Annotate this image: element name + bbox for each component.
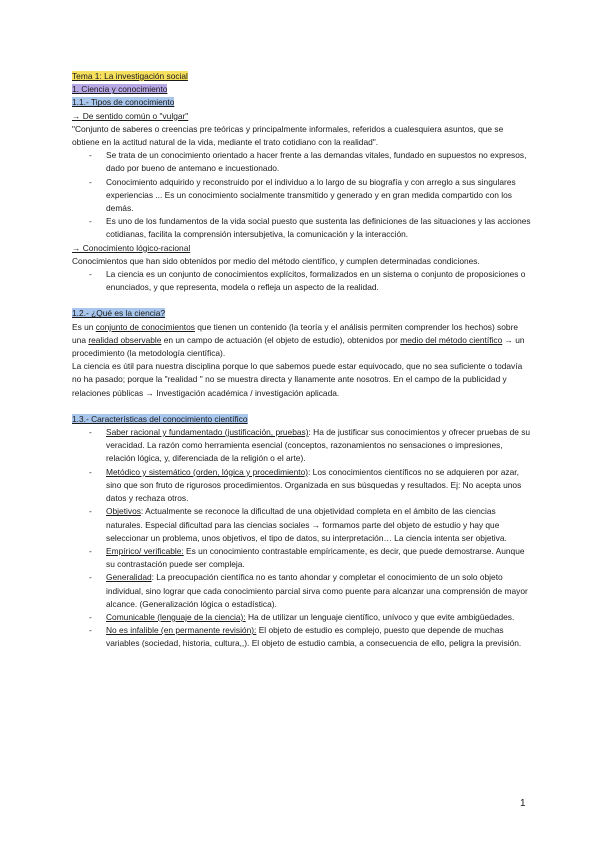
ciencia-paragraph-1: Es un conjunto de conocimientos que tienen un contenido (la teoría y el análisis permiten comprender los hechos) sobre una realidad observable en un campo de actuación (el objeto de estudio), obtenidos por medio del método científico → un procedimiento (la metodología científica).	[72, 321, 525, 359]
ciencia-paragraph-2: La ciencia es útil para nuestra disciplina porque lo que sabemos puede estar equivocado, que no sea suficiente o todavía no ha pasado; porque la "realidad " no se muestra directa y llanamente ante nosotros. En el campo de la publicidad y relaciones públicas → Investigación académica / investigación aplicada.	[72, 361, 523, 398]
document-page	[72, 70, 532, 651]
list-item: - Objetivos: Actualmente se reconoce la dificultad de una objetividad completa en el ámbito de las ciencias naturales. Especial dificultad para las ciencias sociales → formamos parte del objeto de estudio y hay que seleccionar un problema, unos objetivos, el tipo de datos, su interpretación… La ciencia intenta ser objetiva.	[72, 505, 532, 545]
logico-list	[72, 268, 532, 294]
list-item: - No es infalible (en permanente revisión): El objeto de estudio es complejo, puesto que depende de muchas variables (sociedad, historia, cultura,,). El objeto de estudio cambia, a consecuencia de ello, peligra la previsión.	[72, 624, 532, 650]
list-item: - La ciencia es un conjunto de conocimientos explícitos, formalizados en un sistema o conjunto de proposiciones o enunciados, y que representa, modela o refleja un aspecto de la realidad.	[72, 268, 532, 294]
page-number: 1	[520, 798, 526, 809]
vulgar-definition: "Conjunto de saberes o creencias pre teóricas y principalmente informales, referidos a cualesquiera asuntos, que se obtiene en la actitud natural de la vida, mediante el trato cotidiano con la realidad".	[72, 123, 504, 148]
section-heading-1-3: 1.3.- Características del conocimiento científico	[72, 413, 248, 424]
list-item: - Se trata de un conocimiento orientado a hacer frente a las demandas vitales, fundado en supuestos no expresos, dado por bueno de antemano e incuestionado.	[72, 149, 532, 175]
list-item: - Es uno de los fundamentos de la vida social puesto que sustenta las definiciones de las situaciones y las acciones cotidianas, facilita la comprensión intersubjetiva, la comunicación y la interacción.	[72, 215, 532, 241]
list-item: - Saber racional y fundamentado (justificación, pruebas): Ha de justificar sus conocimientos y ofrecer pruebas de su veracidad. La razón como herramienta esencial (conceptos, razonamientos no sensaciones o impresiones, relación lógica, y, diferenciada de la religión o el arte).	[72, 426, 532, 466]
list-item: - Comunicable (lenguaje de la ciencia): Ha de utilizar un lenguaje científico, unívoco y que evite ambigüedades.	[72, 611, 532, 624]
list-item: - Metódico y sistemático (orden, lógica y procedimiento): Los conocimientos científicos no se adquieren por azar, sino que son fruto de rigurosos procedimientos. Organizada en sus búsquedas y resultados. Ej: No acepta unos datos y rechaza otros.	[72, 466, 532, 506]
logico-definition: Conocimientos que han sido obtenidos por medio del método científico, y cumplen determinadas condiciones.	[72, 255, 480, 266]
vulgar-list	[72, 149, 532, 241]
section-heading-1-2: 1.2.- ¿Qué es la ciencia?	[72, 308, 166, 319]
vulgar-heading: → De sentido común o "vulgar"	[72, 110, 189, 121]
page-title: Tema 1: La investigación social	[72, 71, 188, 81]
list-item: - Generalidad: La preocupación científica no es tanto ahondar y completar el conocimiento de un solo objeto individual, sino lograr que cada conocimiento parcial sirva como puente para alcanzar una comprensión de mayor alcance. (Generalización lógica o estadística).	[72, 571, 532, 611]
list-item: - Conocimiento adquirido y reconstruido por el individuo a lo largo de su biografía y con arreglo a sus singulares experiencias ... Es un conocimiento socialmente transmitido y generado y en gran medida compartido con los demás.	[72, 176, 532, 216]
section-heading-1: 1. Ciencia y conocimiento	[72, 84, 168, 95]
logico-heading: → Conocimiento lógico-racional	[72, 242, 191, 253]
list-item: - Empírico/ verificable: Es un conocimiento contrastable empíricamente, es decir, que puede demostrarse. Aunque su contrastación puede ser compleja.	[72, 545, 532, 571]
section-heading-1-1: 1.1.- Tipos de conocimiento	[72, 97, 175, 108]
caracteristicas-list	[72, 426, 532, 650]
